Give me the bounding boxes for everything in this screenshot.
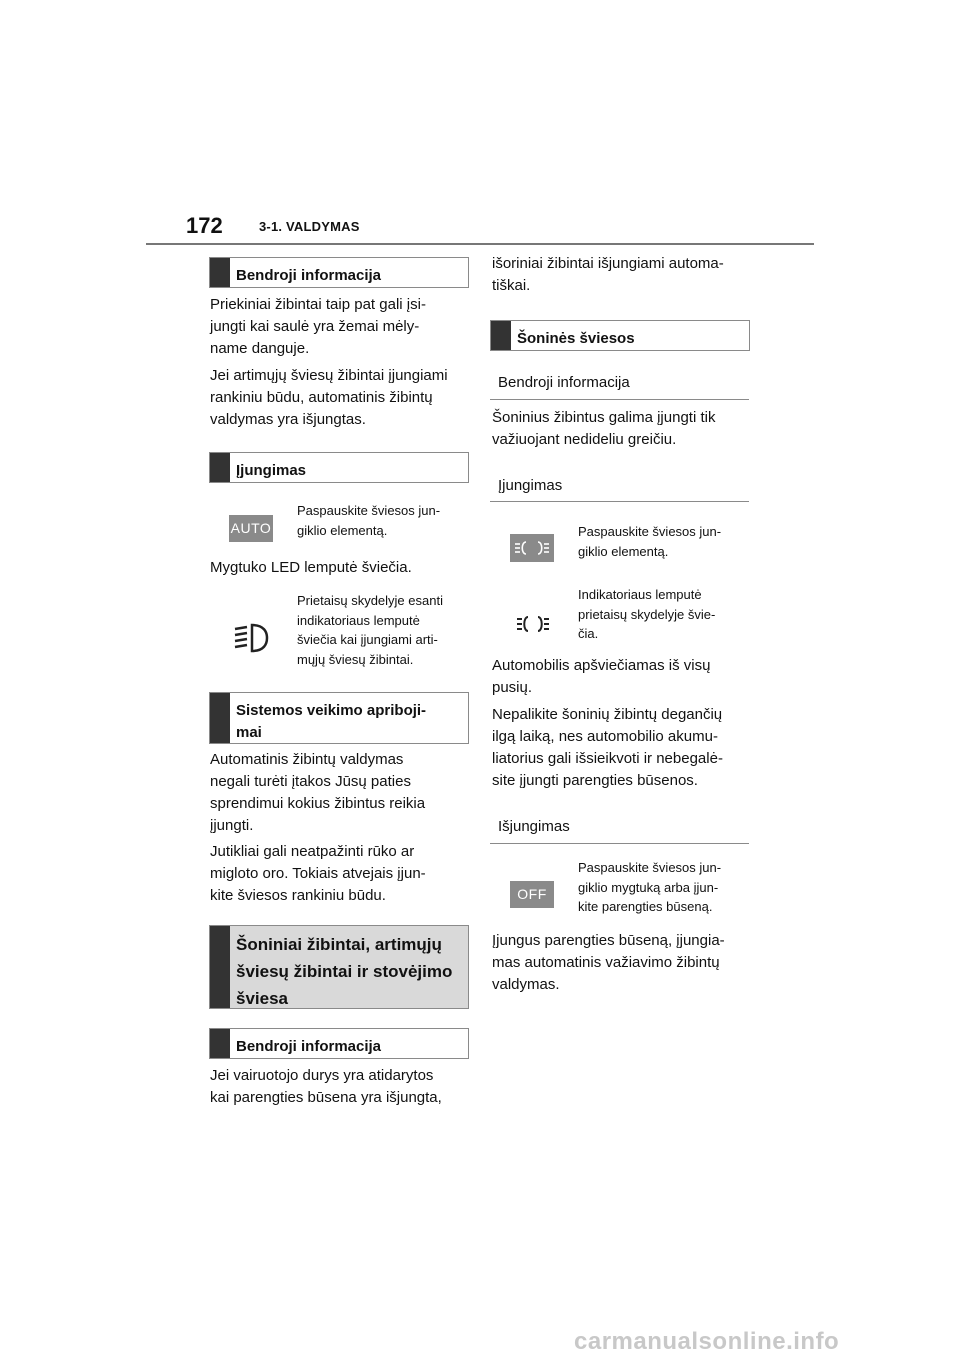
heading-side-lights-section: Šoniniai žibintai, artimųjų šviesų žibintai ir stovėjimo šviesa: [209, 925, 469, 1009]
subheading-rule: [490, 501, 749, 502]
paragraph-standby: Įjungus parengties būseną, įjungia- mas automatinis važiavimo žibintų valdymas.: [492, 932, 725, 993]
off-button-icon: OFF: [510, 881, 554, 908]
heading-limitations: Sistemos veikimo apriboji- mai: [209, 692, 469, 744]
paragraph-low-speed: Šoninius žibintus galima įjungti tik važiuojant nedideliu greičiu.: [492, 409, 716, 448]
paragraph-led: Mygtuko LED lemputė šviečia.: [210, 559, 412, 576]
subheading-rule: [490, 843, 749, 844]
watermark: carmanualsonline.info: [574, 1328, 840, 1355]
side-light-indicator-icon: [515, 614, 551, 634]
page-number: 172: [186, 213, 223, 238]
header-rule: [146, 243, 814, 245]
subheading-rule: [490, 399, 749, 400]
section-title: 3-1. VALDYMAS: [259, 219, 360, 234]
auto-button-icon: AUTO: [229, 515, 273, 542]
paragraph-sun: Priekiniai žibintai taip pat gali įsi- jungti kai saulė yra žemai mėly- name danguje.: [210, 296, 426, 357]
paragraph-limitations: Automatinis žibintų valdymas negali turėti įtakos Jūsų paties sprendimui kokius žibintus reikia įjungti.: [210, 751, 426, 834]
low-beam-indicator-icon: [232, 622, 270, 654]
heading-general-info-2: Bendroji informacija: [209, 1028, 469, 1059]
heading-side-lights: Šoninės šviesos: [490, 320, 750, 351]
indicator-instruction: Prietaisų skydelyje esanti indikatoriaus lemputė šviečia kai įjungiami arti- mųjų šviesų žibintai.: [297, 593, 443, 667]
paragraph-sensors: Jutikliai gali neatpažinti rūko ar migloto oro. Tokiais atvejais įjun- kite šviesos rankiniu būdu.: [210, 843, 426, 904]
subheading-turn-on: Įjungimas: [498, 477, 563, 494]
auto-instruction: Paspauskite šviesos jun- giklio elementą.: [297, 503, 441, 538]
paragraph-auto-off: išoriniai žibintai išjungiami automa- tiškai.: [492, 255, 724, 294]
side-light-instruction: Paspauskite šviesos jun- giklio elementą.: [578, 524, 722, 559]
paragraph-driver-door: Jei vairuotojo durys yra atidarytos kai parengties būsena yra išjungta,: [210, 1067, 442, 1106]
heading-turn-on: Įjungimas: [209, 452, 469, 483]
paragraph-lit-all-sides: Automobilis apšviečiamas iš visų pusių.: [492, 657, 711, 696]
side-light-button-icon: [510, 534, 554, 562]
heading-general-info: Bendroji informacija: [209, 257, 469, 288]
parking-light-icon: [510, 534, 554, 562]
subheading-general: Bendroji informacija: [498, 374, 630, 391]
off-instruction: Paspauskite šviesos jun- giklio mygtuką arba įjun- kite parengties būseną.: [578, 860, 722, 914]
paragraph-manual: Jei artimųjų šviesų žibintai įjungiami rankiniu būdu, automatinis žibintų valdymas yra išjungtas.: [210, 367, 448, 428]
subheading-turn-off: Išjungimas: [498, 818, 570, 835]
paragraph-battery-warning: Nepalikite šoninių žibintų degančių ilgą laiką, nes automobilio akumu- liatorius gali išsieikvoti ir nebegalė- site įjungti parengties būsenos.: [492, 706, 723, 789]
side-indicator-instruction: Indikatoriaus lemputė prietaisų skydelyje švie- čia.: [578, 587, 716, 641]
